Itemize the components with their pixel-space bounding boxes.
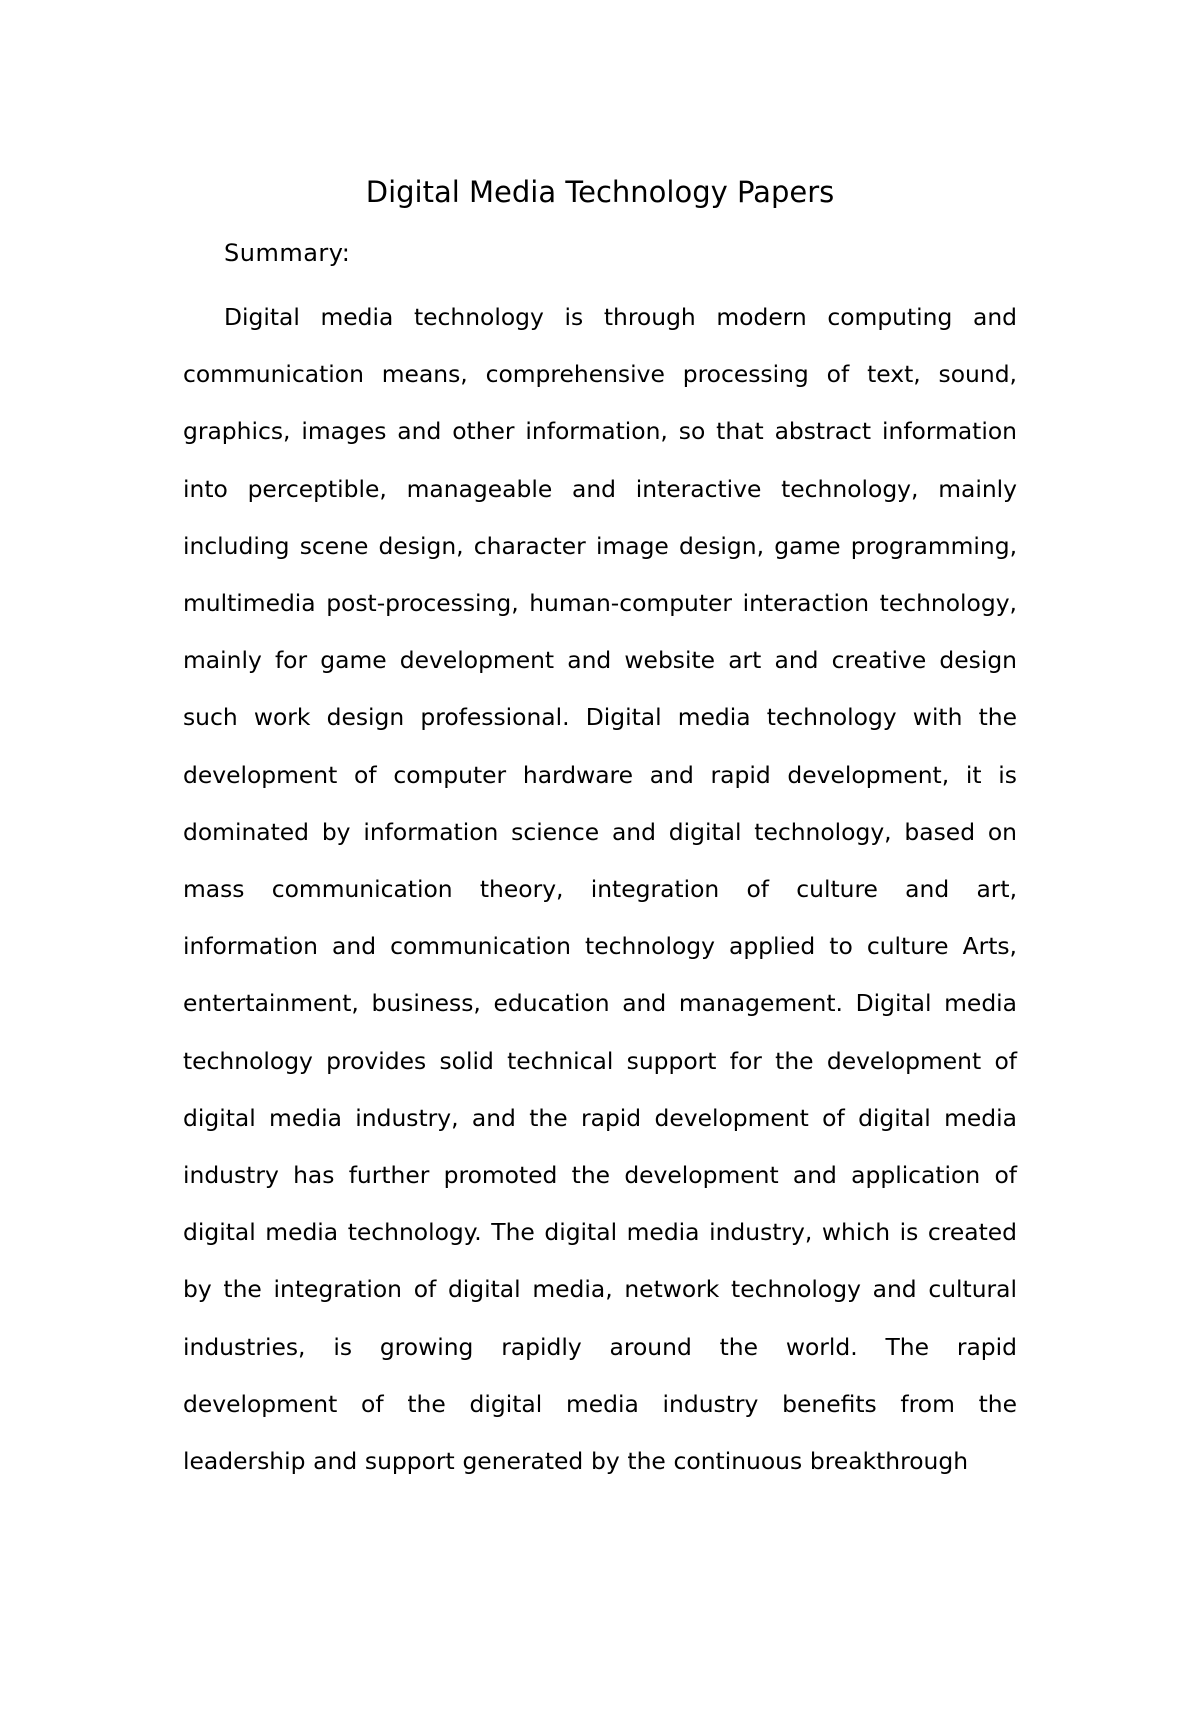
summary-heading: Summary: — [224, 239, 351, 267]
document-title: Digital Media Technology Papers — [365, 175, 835, 209]
summary-paragraph: Digital media technology is through modern computing and communication means, comprehensive processing of text, sound, graphics, images and other information, so that abstract information into perceptible, manageable and interactive technology, mainly including scene design, character image design, game programming, multimedia post-processing, human-computer interaction technology, mainly for game development and website art and creative design such work design professional. Digital media technology with the development of computer hardware and rapid development, it is dominated by information science and digital technology, based on mass communication theory, integration of culture and art, information and communication technology applied to culture Arts, entertainment, business, education and management. Digital media technology provides solid technical support for the development of digital media industry, and the rapid development of digital media industry has further promoted the development and application of digital media technology. The digital media industry, which is created by the integration of digital media, network technology and cultural industries, is growing rapidly around the world. The rapid development of the digital media industry benefits from the leadership and support generated by the continuous breakthrough — [183, 303, 1017, 1476]
